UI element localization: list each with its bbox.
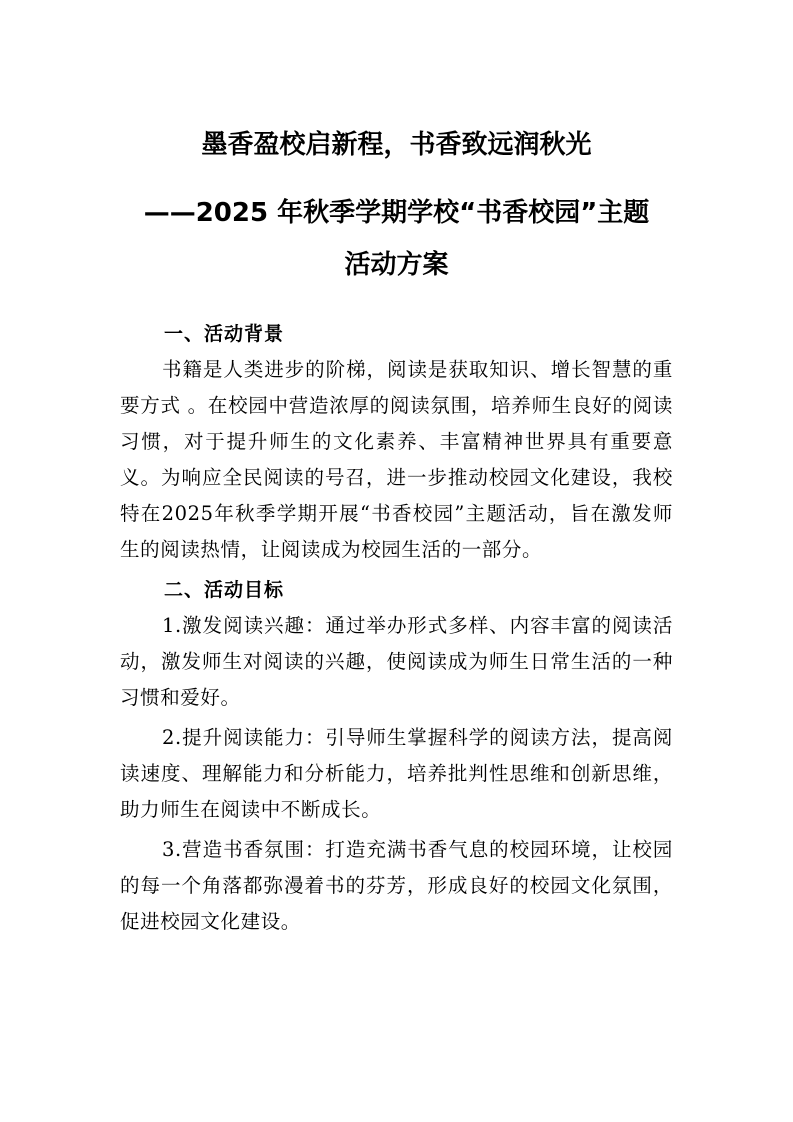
document-subtitle-line-1: ——2025 年秋季学期学校“书香校园”主题	[143, 198, 650, 228]
section-heading-background: 一、活动背景	[164, 323, 285, 345]
document-subtitle-line-2: 活动方案	[344, 250, 449, 280]
document-title: 墨香盈校启新程，书香致远润秋光	[201, 130, 592, 160]
background-paragraph: 书籍是人类进步的阶梯，阅读是获取知识、增长智慧的重要方式 。在校园中营造浓厚的阅读氛围，培养师生良好的阅读习惯，对于提升师生的文化素养、丰富精神世界具有重要意义。为响应全民阅读的号召，进一步推动校园文化建设，我校特在2025年秋季学期开展“书香校园”主题活动，旨在激发师生的阅读热情，让阅读成为校园生活的一部分。	[120, 358, 673, 561]
goal-paragraph-2: 2.提升阅读能力：引导师生掌握科学的阅读方法，提高阅读速度、理解能力和分析能力，培养批判性思维和创新思维，助力师生在阅读中不断成长。	[120, 726, 673, 821]
section-heading-goals: 二、活动目标	[164, 579, 285, 601]
document-body	[120, 316, 673, 940]
goal-paragraph-3: 3.营造书香氛围：打造充满书香气息的校园环境，让校园的每一个角落都弥漫着书的芬芳，形成良好的校园文化氛围，促进校园文化建设。	[120, 838, 673, 933]
goal-paragraph-1: 1.激发阅读兴趣：通过举办形式多样、内容丰富的阅读活动，激发师生对阅读的兴趣，使阅读成为师生日常生活的一种习惯和爱好。	[120, 614, 673, 709]
